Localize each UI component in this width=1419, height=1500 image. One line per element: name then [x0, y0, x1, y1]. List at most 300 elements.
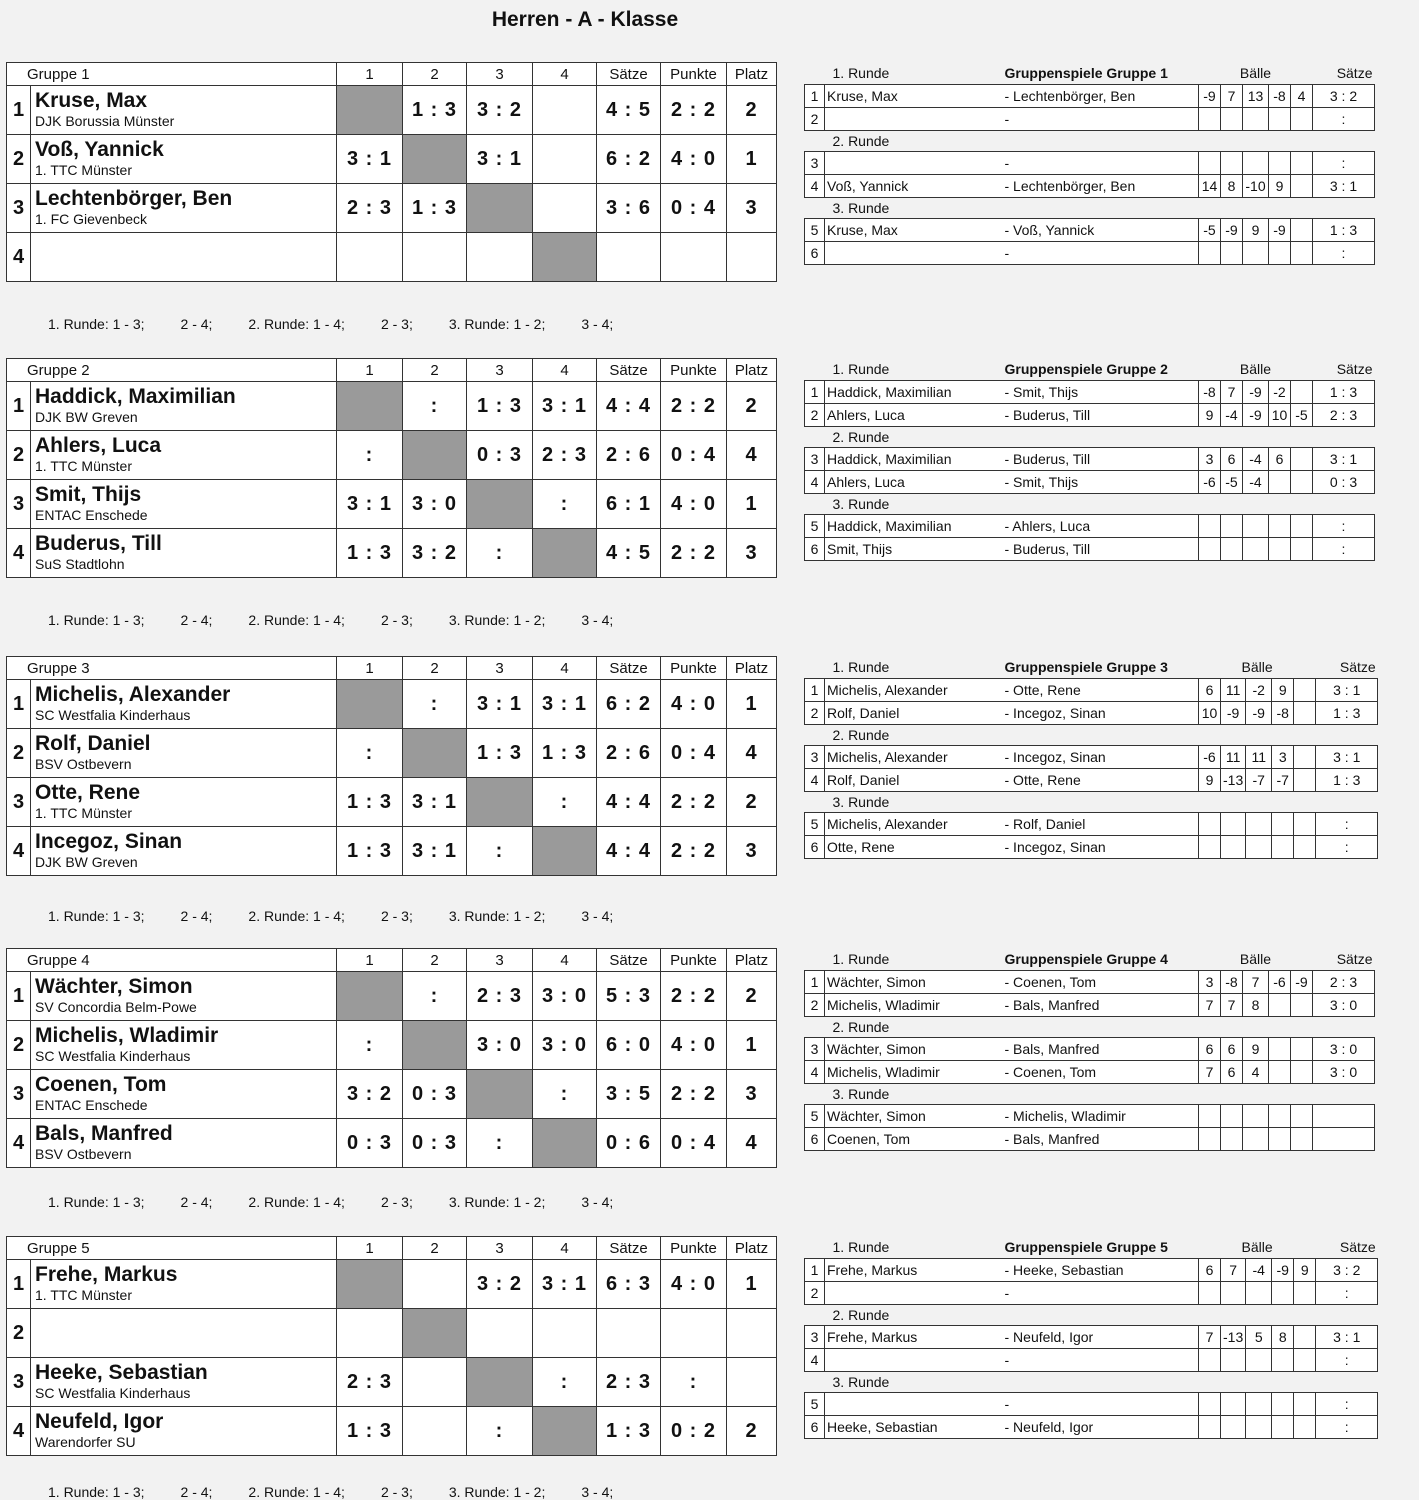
- ball-score: [1291, 242, 1313, 265]
- saetze-cell: 3 : 5: [597, 1070, 661, 1119]
- ball-score: 10: [1269, 404, 1291, 427]
- punkte-cell: 4 : 0: [661, 135, 727, 184]
- platz-cell: 1: [727, 1260, 777, 1309]
- result-cell: 0 : 3: [467, 431, 533, 480]
- match-row: [805, 813, 1378, 836]
- match-row: [805, 994, 1375, 1017]
- round-row: [805, 792, 1378, 813]
- player-name: Incegoz, Sinan: [35, 830, 183, 853]
- punkte-cell: 4 : 0: [661, 1021, 727, 1070]
- match-player-1: Rolf, Daniel: [825, 769, 1003, 792]
- ball-score: [1272, 1416, 1294, 1439]
- diagonal-cell: [467, 778, 533, 827]
- player-club: Warendorfer SU: [35, 1434, 136, 1450]
- punkte-cell: 4 : 0: [661, 480, 727, 529]
- standings-table: [6, 948, 777, 1168]
- match-player-1: Heeke, Sebastian: [825, 1416, 1003, 1439]
- match-header: [805, 358, 1375, 381]
- match-row: [805, 404, 1375, 427]
- player-name: Buderus, Till: [35, 532, 162, 555]
- baelle-label: Bälle: [1239, 361, 1272, 377]
- column-header: 1: [337, 949, 403, 972]
- match-player-1: Voß, Yannick: [825, 175, 1003, 198]
- player-number: 4: [7, 1119, 31, 1168]
- player-row: [7, 1260, 777, 1309]
- match-number: 3: [805, 1326, 825, 1349]
- ball-score: 9: [1269, 175, 1291, 198]
- ball-score: [1269, 538, 1291, 561]
- result-cell: 1 : 3: [337, 827, 403, 876]
- ball-score: -7: [1246, 769, 1272, 792]
- set-score: 3 : 1: [1316, 1326, 1378, 1349]
- match-player-1: Haddick, Maximilian: [825, 515, 1003, 538]
- match-number: 1: [805, 85, 825, 108]
- ball-score: [1269, 994, 1291, 1017]
- saetze-label: Sätze: [1336, 65, 1373, 81]
- match-player-2: - Otte, Rene: [1003, 679, 1199, 702]
- ball-score: [1221, 152, 1243, 175]
- diagonal-cell: [467, 1358, 533, 1407]
- match-player-2: - Heeke, Sebastian: [1003, 1259, 1199, 1282]
- platz-cell: 3: [727, 184, 777, 233]
- match-player-1: Coenen, Tom: [825, 1128, 1003, 1151]
- saetze-label: Sätze: [1339, 659, 1376, 675]
- schedule-item: 3. Runde: 1 - 2;: [448, 612, 546, 628]
- ball-score: 9: [1199, 404, 1221, 427]
- group-section: [0, 1236, 1419, 1466]
- player-row: [7, 529, 777, 578]
- ball-score: -9: [1199, 85, 1221, 108]
- set-score: :: [1313, 152, 1375, 175]
- ball-score: -6: [1199, 471, 1221, 494]
- round-row: [805, 494, 1375, 515]
- result-cell: 3 : 2: [337, 1070, 403, 1119]
- player-number: 4: [7, 827, 31, 876]
- saetze-cell: 6 : 1: [597, 480, 661, 529]
- set-score: :: [1313, 242, 1375, 265]
- match-player-1: Michelis, Alexander: [825, 746, 1003, 769]
- match-player-2: - Coenen, Tom: [1003, 1061, 1199, 1084]
- column-header-punkte: Punkte: [661, 63, 727, 86]
- ball-score: [1291, 994, 1313, 1017]
- match-row: [805, 175, 1375, 198]
- ball-score: 6: [1199, 1259, 1221, 1282]
- player-name: Michelis, Wladimir: [35, 1024, 219, 1047]
- match-player-1: [825, 1349, 1003, 1372]
- match-row: [805, 971, 1375, 994]
- set-score: 0 : 3: [1313, 471, 1375, 494]
- player-number: 4: [7, 529, 31, 578]
- ball-score: 6: [1221, 1038, 1243, 1061]
- ball-score: 11: [1246, 746, 1272, 769]
- player-row: [7, 1119, 777, 1168]
- punkte-cell: 2 : 2: [661, 778, 727, 827]
- player-number: 4: [7, 1407, 31, 1456]
- platz-cell: 4: [727, 431, 777, 480]
- set-score: :: [1316, 836, 1378, 859]
- result-cell: 3 : 1: [467, 135, 533, 184]
- column-header: 2: [403, 359, 467, 382]
- schedule-item: 3 - 4;: [581, 1194, 614, 1210]
- ball-score: [1294, 813, 1316, 836]
- ball-score: 7: [1199, 1061, 1221, 1084]
- match-number: 2: [805, 702, 825, 725]
- column-header: 3: [467, 359, 533, 382]
- match-header: [805, 948, 1375, 971]
- ball-score: 6: [1199, 679, 1221, 702]
- match-player-1: Kruse, Max: [825, 219, 1003, 242]
- match-row: [805, 448, 1375, 471]
- match-number: 6: [805, 1128, 825, 1151]
- match-player-1: Michelis, Wladimir: [825, 994, 1003, 1017]
- match-player-2: - Smit, Thijs: [1003, 471, 1199, 494]
- schedule-item: 2 - 3;: [380, 1484, 413, 1500]
- match-player-2: - Lechtenbörger, Ben: [1003, 85, 1199, 108]
- ball-score: [1269, 515, 1291, 538]
- platz-cell: 2: [727, 86, 777, 135]
- player-number: 1: [7, 86, 31, 135]
- schedule-item: 2. Runde: 1 - 4;: [248, 316, 345, 332]
- ball-score: [1246, 813, 1272, 836]
- ball-score: [1246, 1349, 1272, 1372]
- round-label: 3. Runde: [832, 496, 890, 512]
- round-label: 2. Runde: [832, 727, 890, 743]
- schedule-item: 2. Runde: 1 - 4;: [248, 1194, 345, 1210]
- platz-cell: 2: [727, 778, 777, 827]
- player-name: Heeke, Sebastian: [35, 1361, 208, 1384]
- rounds-schedule: [48, 1194, 649, 1210]
- round-row: [805, 131, 1375, 152]
- schedule-item: 1. Runde: 1 - 3;: [48, 908, 145, 924]
- match-number: 2: [805, 1282, 825, 1305]
- ball-score: [1272, 813, 1294, 836]
- round-label: 1. Runde: [832, 65, 890, 81]
- column-header-platz: Platz: [727, 359, 777, 382]
- player-number: 3: [7, 1070, 31, 1119]
- ball-score: [1246, 1416, 1272, 1439]
- set-score: :: [1313, 515, 1375, 538]
- match-player-1: Michelis, Alexander: [825, 679, 1003, 702]
- result-cell: 3 : 1: [533, 382, 597, 431]
- ball-score: 3: [1199, 448, 1221, 471]
- player-cell: [31, 1260, 337, 1309]
- player-row: [7, 86, 777, 135]
- group-name: Gruppe 2: [7, 359, 337, 382]
- ball-score: [1291, 1038, 1313, 1061]
- ball-score: -9: [1243, 404, 1269, 427]
- player-row: [7, 480, 777, 529]
- ball-score: [1221, 813, 1246, 836]
- saetze-cell: 5 : 3: [597, 972, 661, 1021]
- set-score: 3 : 0: [1313, 994, 1375, 1017]
- ball-score: [1294, 746, 1316, 769]
- ball-score: [1199, 1128, 1221, 1151]
- ball-score: [1246, 1282, 1272, 1305]
- punkte-cell: 4 : 0: [661, 680, 727, 729]
- ball-score: [1199, 1393, 1221, 1416]
- ball-score: [1243, 538, 1269, 561]
- result-cell: :: [403, 972, 467, 1021]
- ball-score: 10: [1199, 702, 1221, 725]
- punkte-cell: 2 : 2: [661, 382, 727, 431]
- player-row: [7, 827, 777, 876]
- set-score: :: [1316, 813, 1378, 836]
- punkte-cell: 0 : 4: [661, 184, 727, 233]
- player-club: SV Concordia Belm-Powe: [35, 999, 197, 1015]
- schedule-item: 2 - 3;: [380, 612, 413, 628]
- saetze-cell: 2 : 6: [597, 729, 661, 778]
- set-score: 3 : 2: [1313, 85, 1375, 108]
- ball-score: [1294, 1416, 1316, 1439]
- result-cell: :: [403, 382, 467, 431]
- ball-score: -5: [1199, 219, 1221, 242]
- player-cell: [31, 1407, 337, 1456]
- platz-cell: 2: [727, 382, 777, 431]
- match-row: [805, 769, 1378, 792]
- player-name: Haddick, Maximilian: [35, 385, 236, 408]
- ball-score: 9: [1243, 219, 1269, 242]
- match-player-2: -: [1003, 242, 1199, 265]
- player-cell: [31, 86, 337, 135]
- group-section: [0, 62, 1419, 312]
- match-row: [805, 1282, 1378, 1305]
- column-header-punkte: Punkte: [661, 949, 727, 972]
- match-table: [804, 358, 1375, 561]
- ball-score: [1221, 1416, 1246, 1439]
- player-number: 2: [7, 1021, 31, 1070]
- platz-cell: [727, 1358, 777, 1407]
- player-cell: [31, 1358, 337, 1407]
- ball-score: [1221, 1282, 1246, 1305]
- ball-score: [1199, 108, 1221, 131]
- match-row: [805, 108, 1375, 131]
- ball-score: -8: [1199, 381, 1221, 404]
- saetze-cell: 6 : 2: [597, 135, 661, 184]
- round-row: [805, 198, 1375, 219]
- platz-cell: 3: [727, 529, 777, 578]
- rounds-schedule: [48, 316, 649, 332]
- standings-table: [6, 358, 777, 578]
- player-row: [7, 778, 777, 827]
- result-cell: 1 : 3: [467, 382, 533, 431]
- ball-score: [1246, 1393, 1272, 1416]
- result-cell: 1 : 3: [403, 184, 467, 233]
- column-header: 4: [533, 657, 597, 680]
- saetze-cell: 3 : 6: [597, 184, 661, 233]
- set-score: :: [1316, 1349, 1378, 1372]
- column-header-platz: Platz: [727, 1237, 777, 1260]
- gruppenspiele-label: Gruppenspiele Gruppe 2: [1004, 361, 1168, 377]
- standings-table: [6, 656, 777, 876]
- gruppenspiele-label: Gruppenspiele Gruppe 3: [1004, 659, 1168, 675]
- match-number: 5: [805, 515, 825, 538]
- ball-score: [1294, 702, 1316, 725]
- match-number: 2: [805, 404, 825, 427]
- ball-score: [1199, 836, 1221, 859]
- match-player-2: - Buderus, Till: [1003, 404, 1199, 427]
- ball-score: [1199, 515, 1221, 538]
- player-number: 2: [7, 431, 31, 480]
- column-header: 4: [533, 1237, 597, 1260]
- platz-cell: [727, 1309, 777, 1358]
- column-header: 3: [467, 657, 533, 680]
- match-row: [805, 242, 1375, 265]
- ball-score: 7: [1199, 1326, 1221, 1349]
- player-number: 3: [7, 778, 31, 827]
- player-row: [7, 972, 777, 1021]
- match-row: [805, 1416, 1378, 1439]
- standings-table: [6, 1236, 777, 1456]
- player-cell: [31, 184, 337, 233]
- group-section: [0, 656, 1419, 906]
- ball-score: [1269, 152, 1291, 175]
- match-row: [805, 381, 1375, 404]
- set-score: 1 : 3: [1313, 219, 1375, 242]
- punkte-cell: 2 : 2: [661, 86, 727, 135]
- match-player-1: Wächter, Simon: [825, 1038, 1003, 1061]
- ball-score: -4: [1246, 1259, 1272, 1282]
- schedule-item: 2 - 4;: [180, 316, 213, 332]
- match-player-2: - Neufeld, Igor: [1003, 1326, 1199, 1349]
- ball-score: [1199, 1416, 1221, 1439]
- ball-score: [1221, 1349, 1246, 1372]
- column-header: 1: [337, 359, 403, 382]
- match-player-2: - Incegoz, Sinan: [1003, 836, 1199, 859]
- ball-score: 7: [1243, 971, 1269, 994]
- ball-score: 7: [1221, 1259, 1246, 1282]
- match-row: [805, 1128, 1375, 1151]
- match-player-2: - Coenen, Tom: [1003, 971, 1199, 994]
- ball-score: -4: [1221, 404, 1243, 427]
- ball-score: [1243, 152, 1269, 175]
- saetze-cell: [597, 233, 661, 282]
- ball-score: -4: [1243, 471, 1269, 494]
- round-label: 2. Runde: [832, 133, 890, 149]
- round-label: 2. Runde: [832, 1019, 890, 1035]
- ball-score: -13: [1221, 1326, 1246, 1349]
- match-player-1: [825, 1393, 1003, 1416]
- ball-score: 7: [1221, 381, 1243, 404]
- saetze-label: Sätze: [1339, 1239, 1376, 1255]
- saetze-cell: 6 : 2: [597, 680, 661, 729]
- ball-score: -6: [1269, 971, 1291, 994]
- platz-cell: 1: [727, 1021, 777, 1070]
- match-player-1: Michelis, Alexander: [825, 813, 1003, 836]
- match-number: 6: [805, 836, 825, 859]
- platz-cell: 1: [727, 135, 777, 184]
- match-player-2: - Bals, Manfred: [1003, 1128, 1199, 1151]
- punkte-cell: 0 : 4: [661, 431, 727, 480]
- player-row: [7, 135, 777, 184]
- ball-score: 6: [1221, 448, 1243, 471]
- player-cell: [31, 135, 337, 184]
- saetze-cell: 4 : 5: [597, 529, 661, 578]
- punkte-cell: [661, 1309, 727, 1358]
- set-score: 1 : 3: [1316, 769, 1378, 792]
- saetze-cell: 4 : 4: [597, 778, 661, 827]
- player-cell: [31, 729, 337, 778]
- column-header-saetze: Sätze: [597, 949, 661, 972]
- ball-score: [1221, 836, 1246, 859]
- player-club: 1. TTC Münster: [35, 1287, 132, 1303]
- ball-score: -9: [1291, 971, 1313, 994]
- match-player-1: Rolf, Daniel: [825, 702, 1003, 725]
- ball-score: -2: [1246, 679, 1272, 702]
- player-name: Kruse, Max: [35, 89, 148, 112]
- match-row: [805, 152, 1375, 175]
- ball-score: [1243, 515, 1269, 538]
- result-cell: 3 : 1: [403, 778, 467, 827]
- match-player-2: -: [1003, 1393, 1199, 1416]
- punkte-cell: 2 : 2: [661, 1070, 727, 1119]
- player-number: 2: [7, 1309, 31, 1358]
- ball-score: 8: [1272, 1326, 1294, 1349]
- ball-score: -4: [1243, 448, 1269, 471]
- match-number: 1: [805, 1259, 825, 1282]
- schedule-item: 3. Runde: 1 - 2;: [448, 1484, 546, 1500]
- match-player-2: - Bals, Manfred: [1003, 1038, 1199, 1061]
- ball-score: [1291, 381, 1313, 404]
- ball-score: [1291, 219, 1313, 242]
- ball-score: [1272, 1349, 1294, 1372]
- player-club: SC Westfalia Kinderhaus: [35, 707, 191, 723]
- schedule-item: 2. Runde: 1 - 4;: [248, 612, 345, 628]
- match-player-2: - Neufeld, Igor: [1003, 1416, 1199, 1439]
- platz-cell: 1: [727, 680, 777, 729]
- match-player-1: [825, 242, 1003, 265]
- player-cell: [31, 778, 337, 827]
- diagonal-cell: [403, 729, 467, 778]
- group-name: Gruppe 1: [7, 63, 337, 86]
- player-club: ENTAC Enschede: [35, 1097, 148, 1113]
- schedule-item: 2. Runde: 1 - 4;: [248, 1484, 345, 1500]
- player-name: Michelis, Alexander: [35, 683, 231, 706]
- match-number: 4: [805, 769, 825, 792]
- ball-score: 9: [1199, 769, 1221, 792]
- ball-score: [1291, 1061, 1313, 1084]
- result-cell: 1 : 3: [467, 729, 533, 778]
- result-cell: 0 : 3: [337, 1119, 403, 1168]
- schedule-item: 1. Runde: 1 - 3;: [48, 316, 145, 332]
- round-label: 2. Runde: [832, 429, 890, 445]
- round-row: [805, 1017, 1375, 1038]
- set-score: 3 : 1: [1313, 175, 1375, 198]
- saetze-label: Sätze: [1336, 361, 1373, 377]
- player-club: DJK BW Greven: [35, 409, 138, 425]
- ball-score: 4: [1243, 1061, 1269, 1084]
- group-section: [0, 948, 1419, 1198]
- match-player-2: - Michelis, Wladimir: [1003, 1105, 1199, 1128]
- result-cell: 1 : 3: [337, 1407, 403, 1456]
- round-label: 3. Runde: [832, 200, 890, 216]
- ball-score: [1294, 1349, 1316, 1372]
- player-row: [7, 382, 777, 431]
- ball-score: 11: [1221, 746, 1246, 769]
- column-header-platz: Platz: [727, 657, 777, 680]
- column-header: 2: [403, 949, 467, 972]
- schedule-item: 1. Runde: 1 - 3;: [48, 1484, 145, 1500]
- player-number: 3: [7, 1358, 31, 1407]
- match-player-1: Wächter, Simon: [825, 971, 1003, 994]
- player-row: [7, 1070, 777, 1119]
- punkte-cell: :: [661, 1358, 727, 1407]
- ball-score: [1221, 1128, 1243, 1151]
- baelle-label: Bälle: [1241, 659, 1273, 675]
- match-number: 5: [805, 1105, 825, 1128]
- player-cell: [31, 1021, 337, 1070]
- result-cell: [533, 86, 597, 135]
- ball-score: [1269, 1038, 1291, 1061]
